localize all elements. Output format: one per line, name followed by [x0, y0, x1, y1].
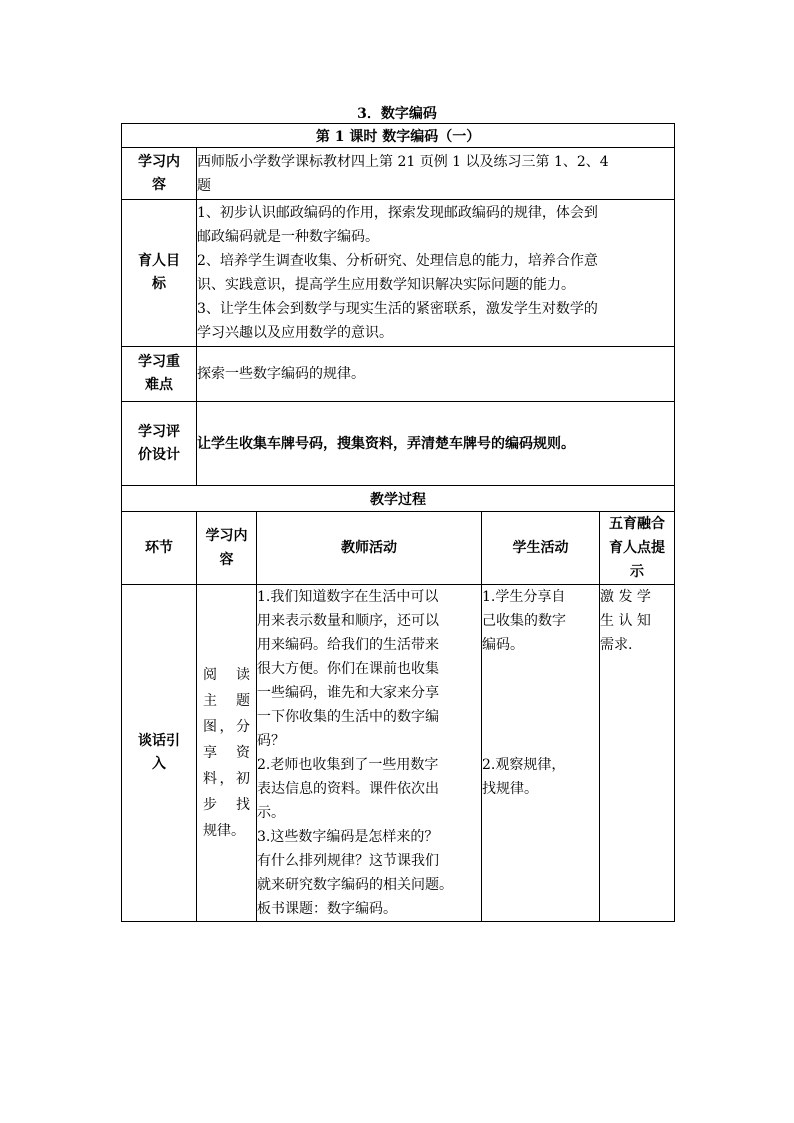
goals-text: 1、初步认识邮政编码的作用，探索发现邮政编码的规律，体会到 邮政编码就是一种数字编码。 2、培养学生调查收集、分析研究、处理信息的能力，培养合作意 识、实践意识，提高学生应用数学知识解决实际问题的能力。 3、让学生体会到数学与现实生活的紧密联系，激发学生对数学的 学习兴趣以及应用数学的意识。 — [197, 200, 675, 347]
intro-education-note: 激 发 学 生 认 知 需求. — [600, 585, 675, 922]
table-row — [122, 585, 675, 922]
intro-teacher-activity: 1.我们知道数字在生活中可以 用来表示数量和顺序，还可以 用来编码。给我们的生活带来 很大方便。你们在课前也收集 一些编码，谁先和大家来分享 一下你收集的生活中的数字编 码？ 2.老师也收集到了一些用数字 表达信息的资料。课件依次出 示。 3.这些数字编码是怎样来的？ 有什么排列规律？这节课我们 就来研究数字编码的相关问题。 板书课题：数字编码。 — [257, 585, 482, 922]
intro-stage: 谈话引 入 — [122, 585, 197, 922]
header-content: 学习内 容 — [197, 512, 257, 585]
lesson-plan-table — [121, 123, 675, 922]
intro-content: 阅 读 主 题 图，分 享 资 料，初 步 找 规律。 — [197, 585, 257, 922]
header-teacher: 教师活动 — [257, 512, 482, 585]
content-text: 西师版小学数学课标教材四上第 21 页例 1 以及练习三第 1、2、4 题 — [197, 148, 675, 200]
goals-label: 育人目 标 — [122, 200, 197, 347]
key-points-text: 探索一些数字编码的规律。 — [197, 347, 675, 402]
header-education: 五育融合 育人点提 示 — [600, 512, 675, 585]
content-label: 学习内 容 — [122, 148, 197, 200]
header-stage: 环节 — [122, 512, 197, 585]
intro-student-activity: 1.学生分享自 己收集的数字 编码。 2.观察规律， 找规律。 — [482, 585, 600, 922]
header-student: 学生活动 — [482, 512, 600, 585]
lesson-title: 第 1 课时 数字编码（一） — [122, 124, 675, 148]
process-title: 教学过程 — [122, 486, 675, 512]
key-points-label: 学习重 难点 — [122, 347, 197, 402]
assessment-text: 让学生收集车牌号码，搜集资料，弄清楚车牌号的编码规则。 — [197, 402, 675, 486]
document-title: 3．数字编码 — [357, 106, 437, 122]
assessment-label: 学习评 价设计 — [122, 402, 197, 486]
